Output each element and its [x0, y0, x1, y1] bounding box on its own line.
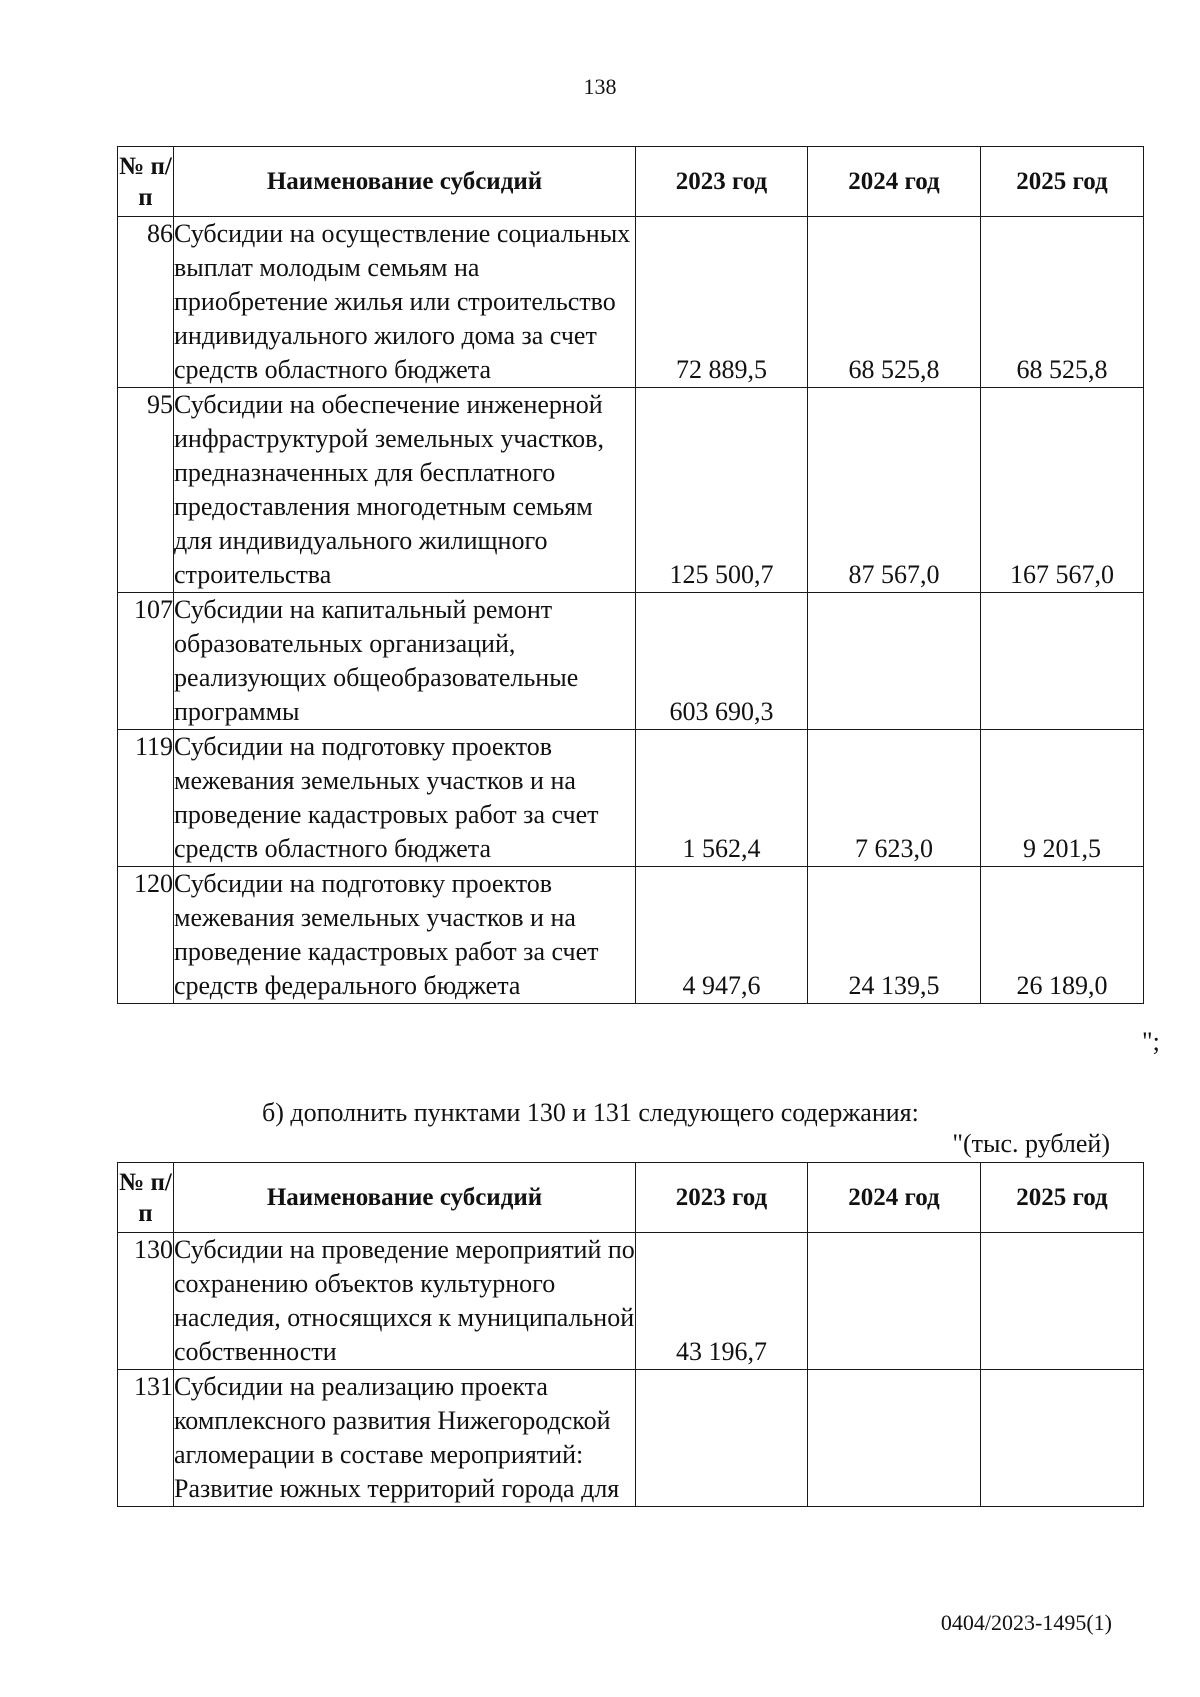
subsidy-name: Субсидии на проведение мероприятий по сохранению объектов культурного наследия, относящихся к муниципальной собственности	[174, 1233, 636, 1370]
value-2024	[808, 593, 981, 730]
table-row	[118, 1370, 1144, 1507]
value-2024: 24 139,5	[808, 867, 981, 1004]
header-num: № п/п	[118, 1163, 174, 1233]
closing-quote-mark: ";	[1142, 1027, 1160, 1056]
header-2024: 2024 год	[808, 1163, 981, 1233]
value-2023: 125 500,7	[636, 388, 808, 593]
value-2025	[981, 1233, 1144, 1370]
header-2025: 2025 год	[981, 147, 1144, 217]
value-2024: 7 623,0	[808, 730, 981, 867]
subsidy-name: Субсидии на подготовку проектов межевания земельных участков и на проведение кадастровых работ за счет средств федерального бюджета	[174, 867, 636, 1004]
row-number: 95	[118, 388, 174, 593]
units-label: "(тыс. рублей)	[952, 1129, 1110, 1158]
subsidy-name: Субсидии на обеспечение инженерной инфраструктурой земельных участков, предназначенных для бесплатного предоставления многодетным семьям для индивидуального жилищного строительства	[174, 388, 636, 593]
header-name: Наименование субсидий	[174, 147, 636, 217]
value-2025: 167 567,0	[981, 388, 1144, 593]
subsidy-name: Субсидии на капитальный ремонт образовательных организаций, реализующих общеобразовательные программы	[174, 593, 636, 730]
value-2024: 68 525,8	[808, 217, 981, 388]
value-2025: 68 525,8	[981, 217, 1144, 388]
value-2025: 9 201,5	[981, 730, 1144, 867]
value-2025: 26 189,0	[981, 867, 1144, 1004]
row-number: 120	[118, 867, 174, 1004]
table-row	[118, 730, 1144, 867]
value-2023	[636, 1370, 808, 1507]
subsidy-table-2	[117, 1162, 1144, 1507]
subsidy-table-1	[117, 146, 1144, 1004]
document-number: 0404/2023-1495(1)	[940, 1610, 1112, 1635]
subsidy-name: Субсидии на подготовку проектов межевания земельных участков и на проведение кадастровых работ за счет средств областного бюджета	[174, 730, 636, 867]
table-row	[118, 1233, 1144, 1370]
row-number: 107	[118, 593, 174, 730]
header-2025: 2025 год	[981, 1163, 1144, 1233]
header-2024: 2024 год	[808, 147, 981, 217]
table-row	[118, 593, 1144, 730]
page-number: 138	[583, 74, 617, 99]
value-2023: 43 196,7	[636, 1233, 808, 1370]
row-number: 130	[118, 1233, 174, 1370]
value-2023: 603 690,3	[636, 593, 808, 730]
subsidy-name: Субсидии на осуществление социальных выплат молодым семьям на приобретение жилья или строительство индивидуального жилого дома за счет средств областного бюджета	[174, 217, 636, 388]
value-2024	[808, 1370, 981, 1507]
table-row	[118, 388, 1144, 593]
row-number: 119	[118, 730, 174, 867]
value-2023: 4 947,6	[636, 867, 808, 1004]
header-name: Наименование субсидий	[174, 1163, 636, 1233]
row-number: 86	[118, 217, 174, 388]
header-2023: 2023 год	[636, 1163, 808, 1233]
subsidy-name: Субсидии на реализацию проекта комплексного развития Нижегородской агломерации в составе мероприятий: Развитие южных территорий города для	[174, 1370, 636, 1507]
value-2023: 1 562,4	[636, 730, 808, 867]
value-2024	[808, 1233, 981, 1370]
amendment-text: б) дополнить пунктами 130 и 131 следующего содержания:	[262, 1098, 919, 1127]
value-2023: 72 889,5	[636, 217, 808, 388]
value-2025	[981, 1370, 1144, 1507]
header-num: № п/п	[118, 147, 174, 217]
value-2025	[981, 593, 1144, 730]
header-2023: 2023 год	[636, 147, 808, 217]
row-number: 131	[118, 1370, 174, 1507]
value-2024: 87 567,0	[808, 388, 981, 593]
table-row	[118, 217, 1144, 388]
table-row	[118, 867, 1144, 1004]
